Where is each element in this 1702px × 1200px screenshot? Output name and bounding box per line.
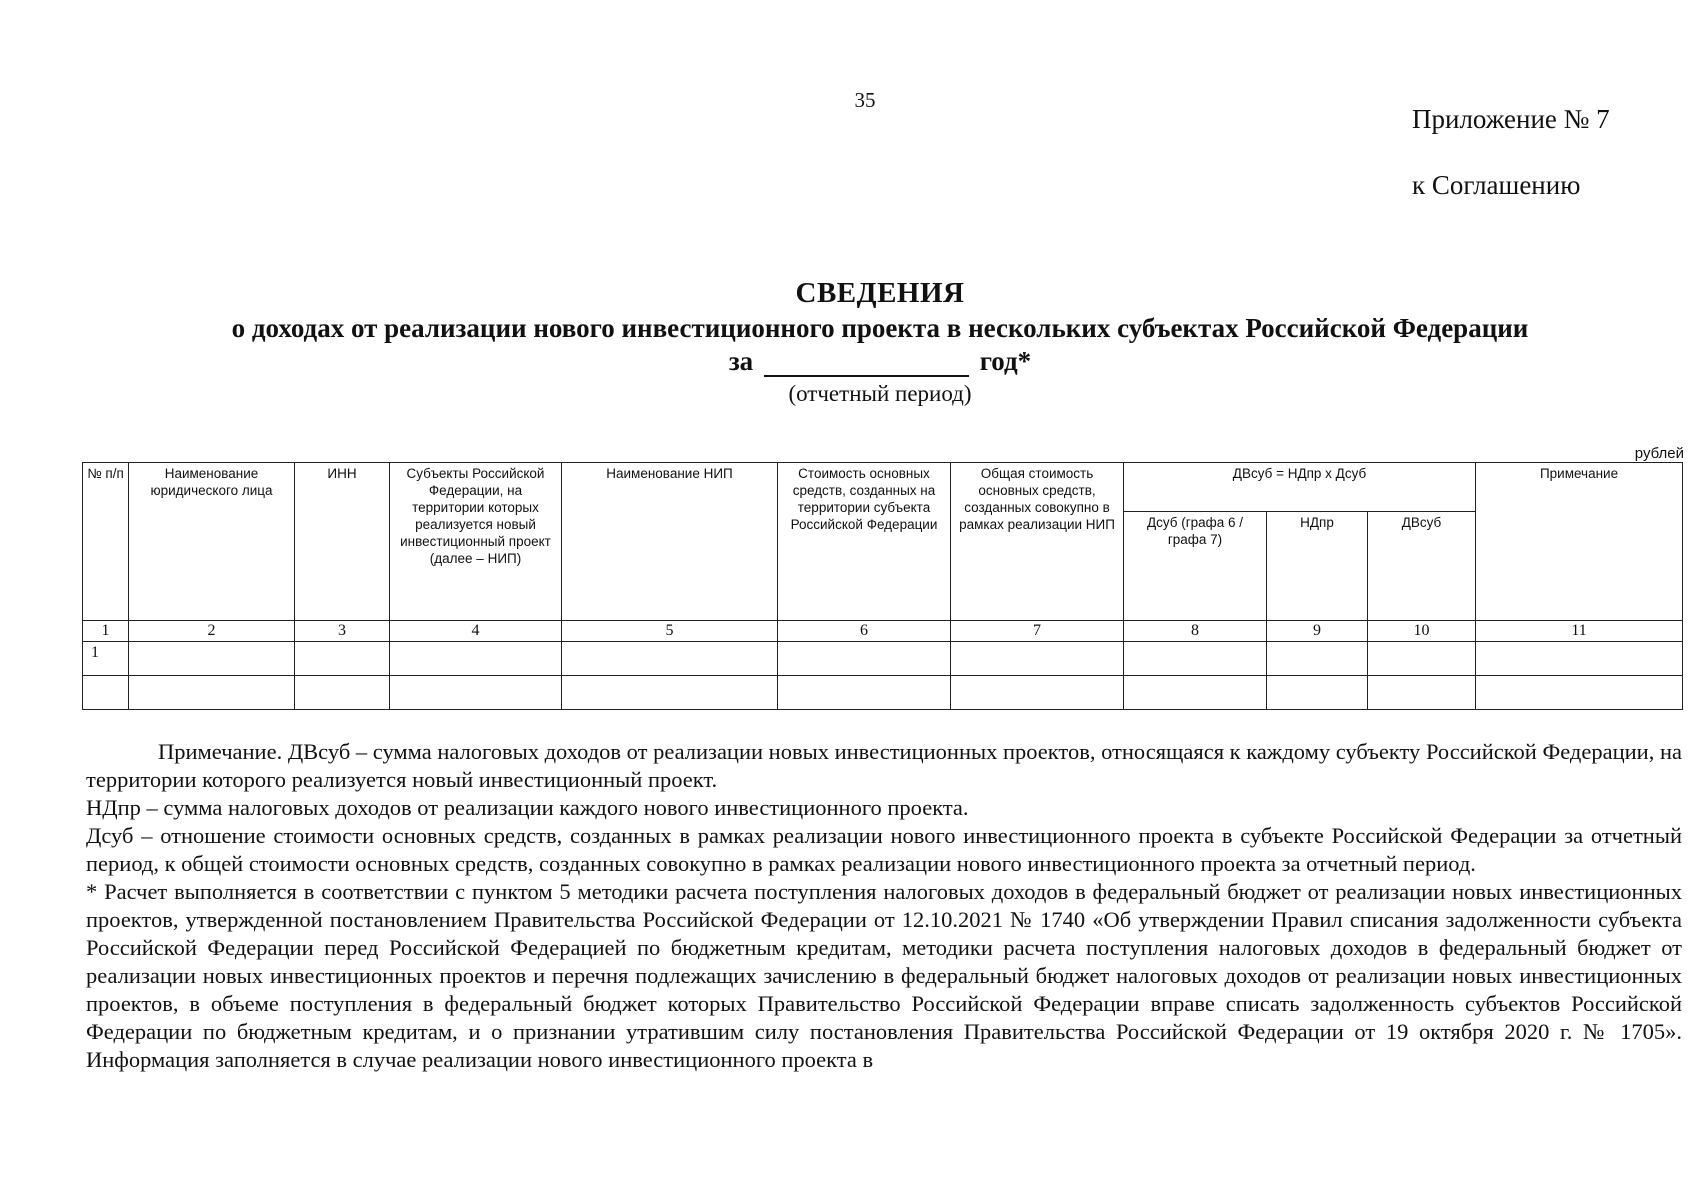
header-note: Примечание [1476,463,1683,621]
notes-section [86,738,1682,1074]
header-project-name: Наименование НИП [562,463,778,621]
column-number: 5 [562,621,778,642]
header-row-number: № п/п [83,463,129,621]
table-cell[interactable] [295,642,390,676]
table-cell[interactable] [778,642,951,676]
table-cell[interactable] [1267,676,1368,710]
table-cell[interactable] [1476,642,1683,676]
document-subtitle: о доходах от реализации нового инвестиционного проекта в нескольких субъектах Российской Федерации [231,313,1529,343]
table-row [83,642,1683,676]
page-number: 35 [854,88,876,112]
table-cell[interactable] [129,676,295,710]
table-cell[interactable] [562,642,778,676]
reporting-period-line [0,346,1702,377]
period-suffix: год* [979,346,1032,376]
table-cell[interactable] [390,676,562,710]
table-cell[interactable] [390,642,562,676]
header-inn: ИНН [295,463,390,621]
table-cell[interactable] [1124,642,1267,676]
period-blank-field[interactable] [764,349,969,377]
column-number: 7 [951,621,1124,642]
header-assets-cost-subject: Стоимость основных средств, созданных на территории субъекта Российской Федерации [778,463,951,621]
agreement-reference: к Соглашению [1412,170,1581,200]
table-cell[interactable] [951,642,1124,676]
note-dsub-definition: Дсуб – отношение стоимости основных средств, созданных в рамках реализации нового инвестиционного проекта в субъекте Российской Федерации за отчетный период, к общей стоимости основных средств, созданных совокупно в рамках реализации нового инвестиционного проекта за отчетный период. [86,823,1682,876]
header-federal-subjects: Субъекты Российской Федерации, на территории которых реализуется новый инвестиционный проект (далее – НИП) [390,463,562,621]
note-dvsub-definition: Примечание. ДВсуб – сумма налоговых доходов от реализации новых инвестиционных проектов, относящаяся к каждому субъекту Российской Федерации, на территории которого реализуется новый инвестиционный проект. [86,739,1682,792]
note-ndpr-definition: НДпр – сумма налоговых доходов от реализации каждого нового инвестиционного проекта. [86,795,969,820]
header-formula-group: ДВсуб = НДпр х Дсуб [1124,463,1476,512]
column-number: 10 [1368,621,1476,642]
column-number: 6 [778,621,951,642]
row-number-cell: 1 [83,642,129,676]
column-number: 9 [1267,621,1368,642]
table-cell[interactable] [951,676,1124,710]
column-number: 2 [129,621,295,642]
appendix-label: Приложение № 7 [1412,104,1610,134]
header-legal-entity-name: Наименование юридического лица [129,463,295,621]
table-cell[interactable] [778,676,951,710]
column-number: 8 [1124,621,1267,642]
header-assets-cost-total: Общая стоимость основных средств, созданных совокупно в рамках реализации НИП [951,463,1124,621]
header-ndpr: НДпр [1267,512,1368,621]
header-dvsub: ДВсуб [1368,512,1476,621]
table-cell[interactable] [1476,676,1683,710]
table-cell[interactable] [295,676,390,710]
row-number-cell [83,676,129,710]
document-title: СВЕДЕНИЯ [795,277,965,309]
table-cell[interactable] [129,642,295,676]
period-prefix: за [728,346,754,376]
column-number: 1 [83,621,129,642]
column-number: 11 [1476,621,1683,642]
table-row [83,676,1683,710]
table-cell[interactable] [1368,642,1476,676]
note-calculation-footnote: * Расчет выполняется в соответствии с пунктом 5 методики расчета поступления налоговых доходов в федеральный бюджет от реализации новых инвестиционных проектов, утвержденной постановлением Правительства Российской Федерации от 12.10.2021 № 1740 «Об утверждении Правил списания задолженности субъекта Российской Федерации перед Российской Федерацией по бюджетным кредитам, методики расчета поступления налоговых доходов в федеральный бюджет от реализации новых инвестиционных проектов и перечня подлежащих зачислению в федеральный бюджет налоговых доходов от реализации новых инвестиционных проектов, в объеме поступления в федеральный бюджет которых Правительство Российской Федерации вправе списать задолженность субъектов Российской Федерации по бюджетным кредитам, и о признании утратившим силу постановления Правительства Российской Федерации от 19 октября 2020 г. № 1705». Информация заполняется в случае реализации нового инвестиционного проекта в [86,879,1682,1072]
table-cell[interactable] [1124,676,1267,710]
column-number: 3 [295,621,390,642]
period-hint: (отчетный период) [788,381,972,406]
column-number: 4 [390,621,562,642]
table-cell[interactable] [1267,642,1368,676]
table-cell[interactable] [562,676,778,710]
header-dsub: Дсуб (графа 6 / графа 7) [1124,512,1267,621]
currency-label: рублей [1634,445,1684,462]
table-cell[interactable] [1368,676,1476,710]
income-report-table [82,462,1683,710]
